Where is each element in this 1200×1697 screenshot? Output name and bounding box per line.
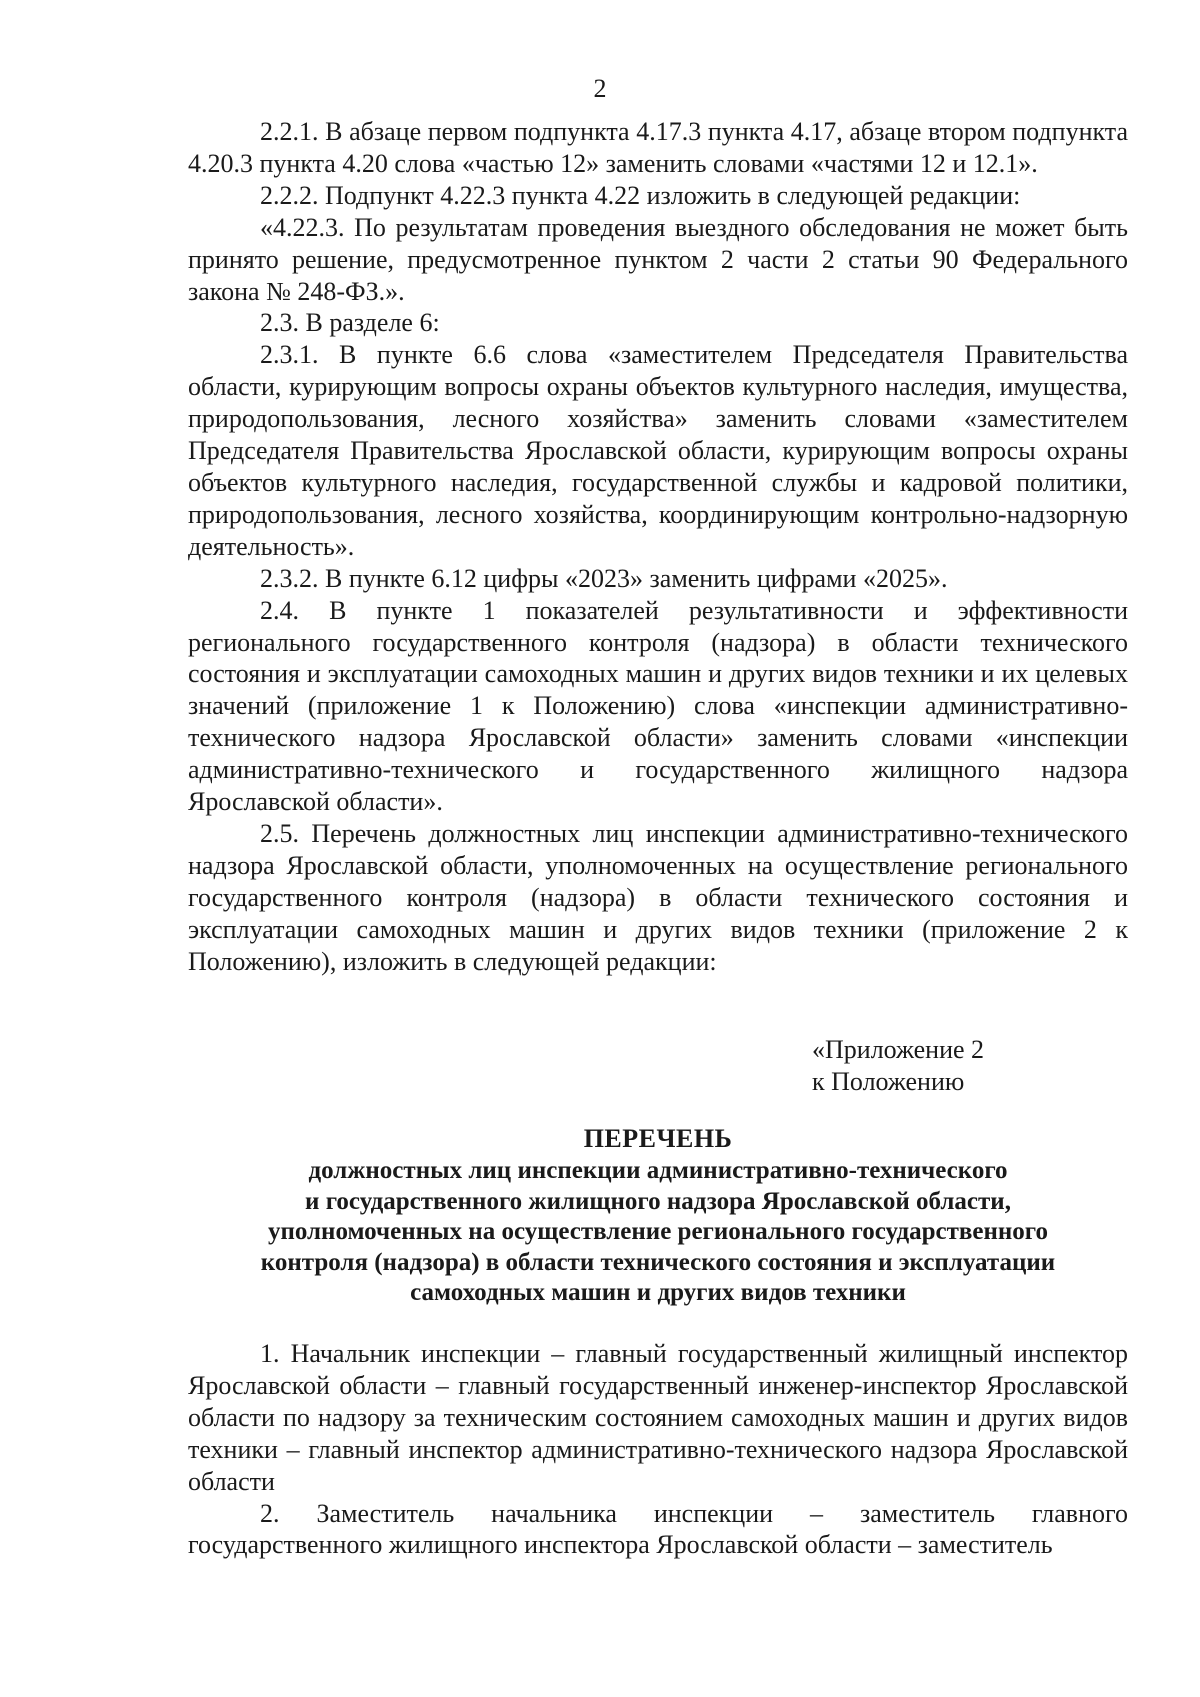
- paragraph-4-22-3-quote: «4.22.3. По результатам проведения выездного обследования не может быть принято решение, предусмотренное пунктом 2 части 2 статьи 90 Федерального закона № 248-ФЗ.».: [188, 212, 1128, 306]
- appendix-line-2: к Положению: [812, 1067, 965, 1096]
- document-body: [188, 116, 1128, 977]
- paragraph-2-3-1: 2.3.1. В пункте 6.6 слова «заместителем Председателя Правительства области, курирующим вопросы охраны объектов культурного наследия, имущества, природопользования, лесного хозяйства» заменить словами «заместителем Председателя Правительства Ярославской области, курирующим вопросы охраны объектов культурного наследия, государственной службы и кадровой политики, природопользования, лесного хозяйства, координирующим контрольно-надзорную деятельность».: [188, 340, 1128, 561]
- paragraph-2-3: 2.3. В разделе 6:: [260, 308, 440, 338]
- page-number: 2: [593, 74, 607, 103]
- heading-line-2: и государственного жилищного надзора Ярославской области,: [305, 1187, 1011, 1215]
- list-item: 2. Заместитель начальника инспекции – заместитель главного государственного жилищного инспектора Ярославской области – заместитель: [188, 1498, 1128, 1560]
- appendix-line-1: «Приложение 2: [812, 1035, 985, 1064]
- paragraph-2-2-1: 2.2.1. В абзаце первом подпункта 4.17.3 пункта 4.17, абзаце втором подпункта 4.20.3 пункта 4.20 слова «частью 12» заменить словами «частями 12 и 12.1».: [188, 117, 1128, 178]
- heading-line-1: должностных лиц инспекции административно-технического: [308, 1157, 1008, 1185]
- paragraph-2-2-2: 2.2.2. Подпункт 4.22.3 пункта 4.22 изложить в следующей редакции:: [260, 180, 1021, 210]
- paragraph-2-5: 2.5. Перечень должностных лиц инспекции административно-технического надзора Ярославской области, уполномоченных на осуществление регионального государственного контроля (надзора) в области технического состояния и эксплуатации самоходных машин и других видов техники (приложение 2 к Положению), изложить в следующей редакции:: [188, 818, 1128, 976]
- paragraph-2-3-2: 2.3.2. В пункте 6.12 цифры «2023» заменить цифрами «2025».: [260, 563, 948, 593]
- heading-title: ПЕРЕЧЕНЬ: [583, 1124, 733, 1153]
- list-item: 1. Начальник инспекции – главный государственный жилищный инспектор Ярославской области – главный государственный инженер-инспектор Ярославской области по надзору за техническим состоянием самоходных машин и других видов техники – главный инспектор административно-технического надзора Ярославской области: [188, 1339, 1128, 1496]
- officials-list: [188, 1338, 1128, 1561]
- appendix-reference: [812, 1034, 984, 1098]
- heading-line-4: контроля (надзора) в области технического состояния и эксплуатации: [260, 1248, 1056, 1276]
- paragraph-2-4: 2.4. В пункте 1 показателей результативности и эффективности регионального государственного контроля (надзора) в области технического состояния и эксплуатации самоходных машин и других видов техники и их целевых значений (приложение 1 к Положению) слова «инспекции административно-технического надзора Ярославской области» заменить словами «инспекции административно-технического и государственного жилищного надзора Ярославской области».: [188, 595, 1128, 817]
- heading-line-3: уполномоченных на осуществление регионального государственного: [267, 1218, 1049, 1246]
- heading-line-5: самоходных машин и других видов техники: [410, 1279, 906, 1307]
- list-heading: [188, 1124, 1128, 1308]
